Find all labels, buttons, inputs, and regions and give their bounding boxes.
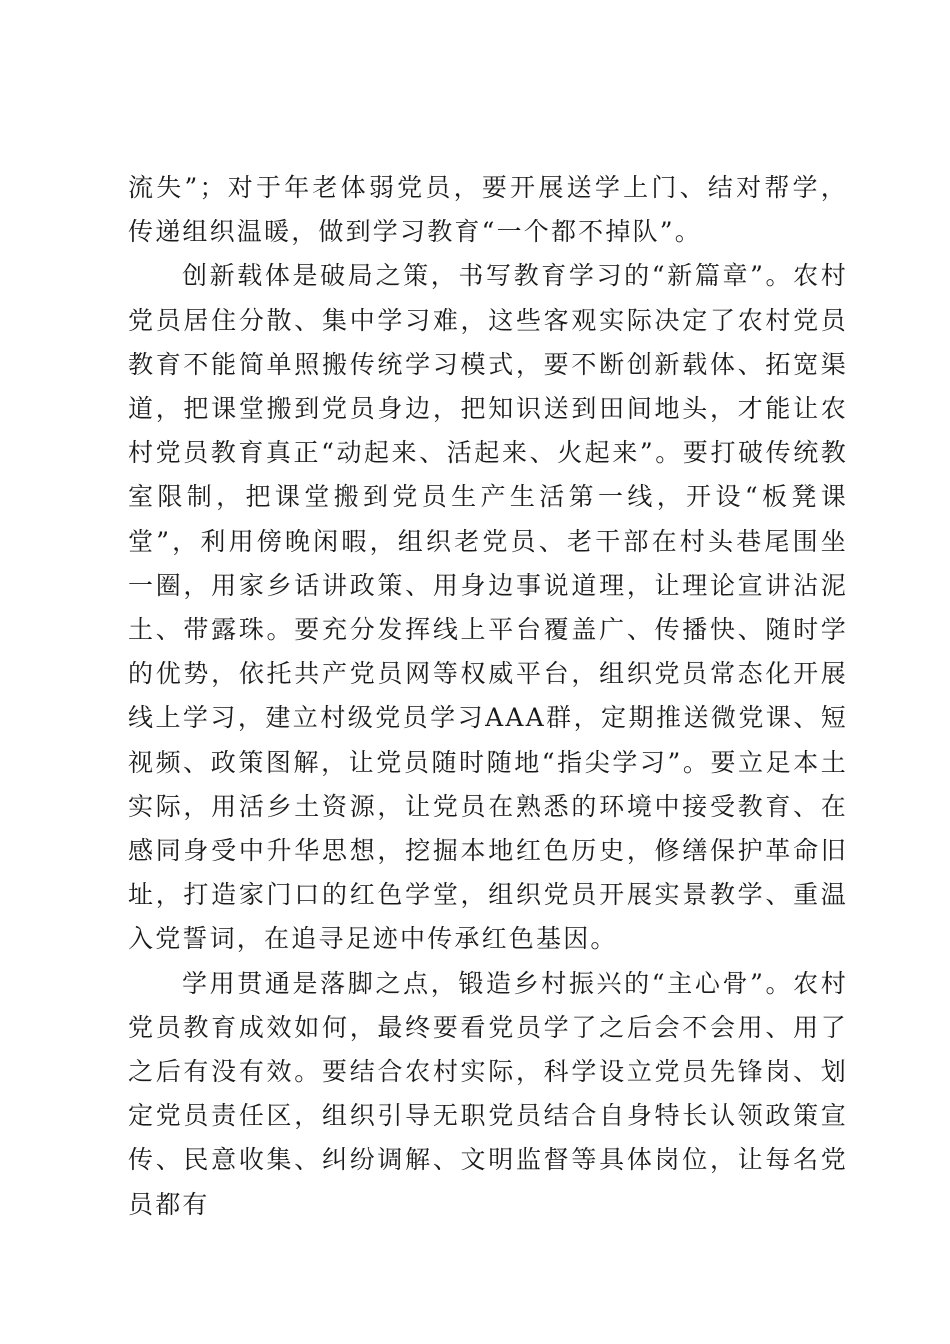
document-body (128, 166, 848, 1227)
paragraph-continuation: 流失”；对于年老体弱党员，要开展送学上门、结对帮学，传递组织温暖，做到学习教育“一个都不掉队”。 (128, 173, 848, 247)
paragraph-application: 学用贯通是落脚之点，锻造乡村振兴的“主心骨”。农村党员教育成效如何，最终要看党员学了之后会不会用、用了之后有没有效。要结合农村实际，科学设立党员先锋岗、划定党员责任区，组织引导无职党员结合自身特长认领政策宣传、民意收集、纠纷调解、文明监督等具体岗位，让每名党员都有 (128, 968, 848, 1219)
paragraph-innovation: 创新载体是破局之策，书写教育学习的“新篇章”。农村党员居住分散、集中学习难，这些客观实际决定了农村党员教育不能简单照搬传统学习模式，要不断创新载体、拓宽渠道，把课堂搬到党员身边，把知识送到田间地头，才能让农村党员教育真正“动起来、活起来、火起来”。要打破传统教室限制，把课堂搬到党员生产生活第一线，开设“板凳课堂”，利用傍晚闲暇，组织老党员、老干部在村头巷尾围坐一圈，用家乡话讲政策、用身边事说道理，让理论宣讲沾泥土、带露珠。要充分发挥线上平台覆盖广、传播快、随时学的优势，依托共产党员网等权威平台，组织党员常态化开展线上学习，建立村级党员学习AAA群，定期推送微党课、短视频、政策图解，让党员随时随地“指尖学习”。要立足本土实际，用活乡土资源，让党员在熟悉的环境中接受教育、在感同身受中升华思想，挖掘本地红色历史，修缮保护革命旧址，打造家门口的红色学堂，组织党员开展实景教学、重温入党誓词，在追寻足迹中传承红色基因。 (128, 261, 848, 954)
